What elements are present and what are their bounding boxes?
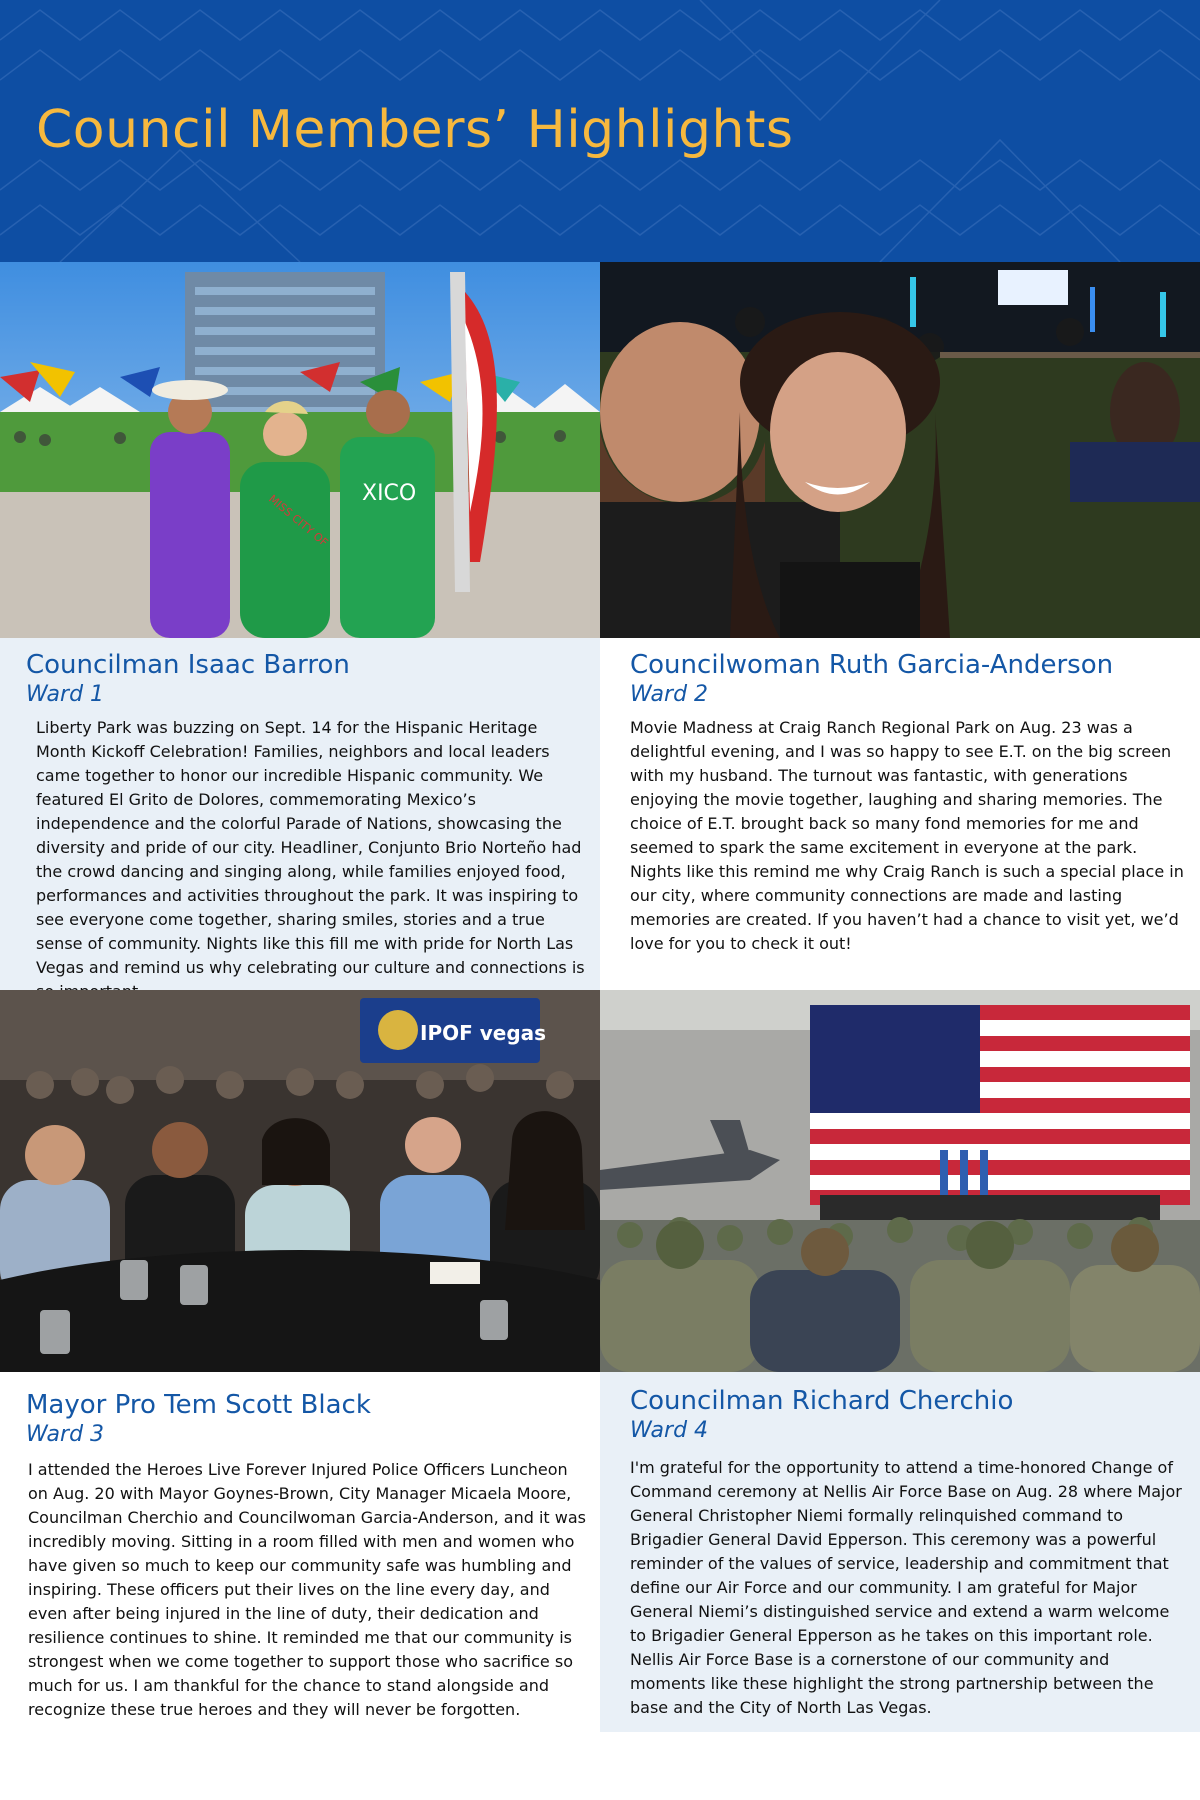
member-text: Movie Madness at Craig Ranch Regional Park on Aug. 23 was a delightful evening, and I was so happy to see E.T. on the big screen with my husband. The turnout was fantastic, with generations enjoying the movie together, laughing and sharing memories. The choice of E.T. brought back so many fond memories for me and seemed to spark the same excitement in everyone at the park. Nights like this remind me why Craig Ranch is such a special place in our city, where community connections are made and lasting memories are created. If you haven’t had a chance to visit yet, we’d love for you to check it out! <box>630 718 1184 953</box>
member-name: Councilman Richard Cherchio <box>630 1386 1014 1416</box>
photo-ward3-luncheon <box>0 990 600 1372</box>
member-text: I attended the Heroes Live Forever Injured Police Officers Luncheon on Aug. 20 with Mayor Goynes-Brown, City Manager Micaela Moore, Councilman Cherchio and Councilwoman Garcia-Anderson, and it was incredibly moving. Sitting in a room filled with men and women who have given so much to keep our community safe was humbling and inspiring. These officers put their lives on the line every day, and even after being injured in the line of duty, their dedication and resilience continues to shine. It reminded me that our community is strongest when we come together to support those who sacrifice so much for us. I am thankful for the chance to stand alongside and recognize these true heroes and they will never be forgotten. <box>28 1460 587 1719</box>
photo-ward1-celebration <box>0 262 600 638</box>
shirt-text: XICO <box>362 481 417 506</box>
member-name: Councilwoman Ruth Garcia-Anderson <box>630 650 1114 680</box>
member-ward: Ward 3 <box>26 1422 105 1447</box>
photo-ward2-movie-night <box>600 262 1200 638</box>
page-header <box>0 0 1200 262</box>
member-text: Liberty Park was buzzing on Sept. 14 for the Hispanic Heritage Month Kickoff Celebration! Families, neighbors and local leaders came together to honor our incredible Hispanic community. We featured El Grito de Dolores, commemorating Mexico’s independence and the colorful Parade of Nations, showcasing the diversity and pride of our city. Headliner, Conjunto Brio Norteño had the crowd dancing and singing along, while families enjoyed food, performances and activities throughout the park. It was inspiring to see everyone come together, sharing smiles, stories and a true sense of community. Nights like this fill me with pride for North Las Vegas and remind us why celebrating our culture and connections is <box>36 718 585 977</box>
page-title: Council Members’ Highlights <box>36 100 794 160</box>
member-name: Mayor Pro Tem Scott Black <box>26 1390 371 1420</box>
member-panel-ward4 <box>600 1372 1200 1732</box>
member-ward: Ward 2 <box>630 682 709 707</box>
sash-text: MISS CITY OF <box>266 492 331 550</box>
photo-ward4-ceremony <box>600 990 1200 1372</box>
member-ward: Ward 4 <box>630 1418 709 1443</box>
member-ward: Ward 1 <box>26 682 105 707</box>
member-panel-ward3 <box>0 1372 600 1732</box>
member-panel-ward2 <box>600 638 1200 990</box>
member-panel-ward1 <box>0 638 600 990</box>
member-name: Councilman Isaac Barron <box>26 650 350 680</box>
member-text: I'm grateful for the opportunity to attend a time-honored Change of Command ceremony at Nellis Air Force Base on Aug. 28 where Major General Christopher Niemi formally relinquished command to Brigadier General David Epperson. This ceremony was a powerful reminder of the values of service, leadership and commitment that define our Air Force and our community. I am grateful for Major General Niemi’s distinguished service and extend a warm welcome to Brigadier General Epperson as he takes on this important role. Nellis Air Force Base is a cornerstone of our community and moments like these highlight the strong partnership between the base and the City of North Las Vegas. <box>630 1458 1182 1717</box>
sign-text: IPOF vegas <box>420 1021 547 1045</box>
